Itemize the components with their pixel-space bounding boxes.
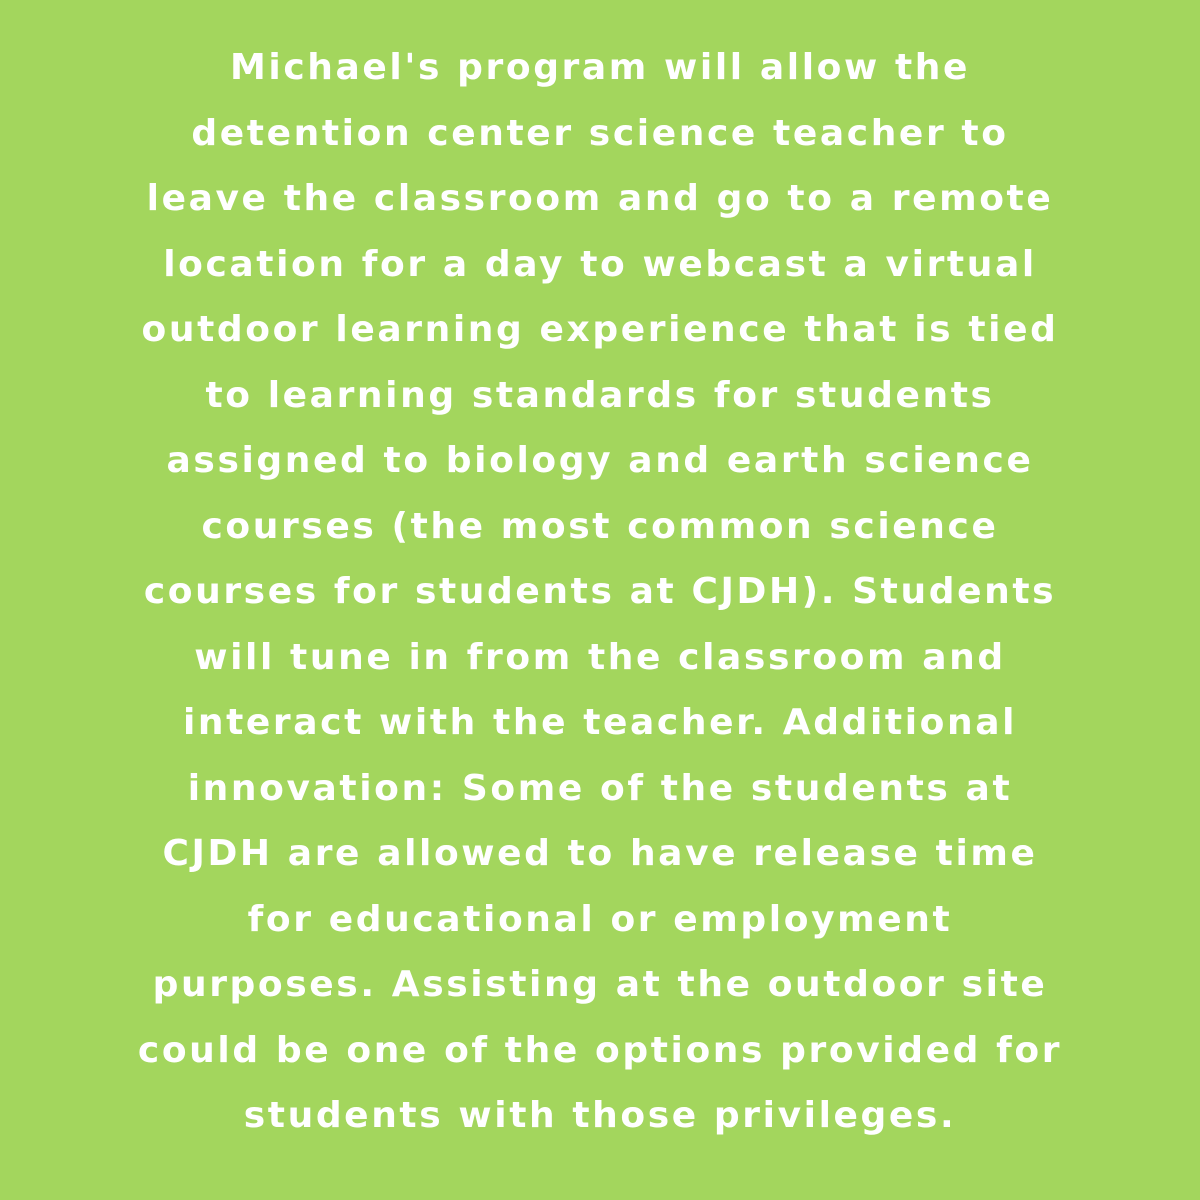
- paragraph-line: CJDH are allowed to have release time: [162, 833, 1038, 874]
- paragraph-line: assigned to biology and earth science: [166, 440, 1034, 481]
- paragraph-line: outdoor learning experience that is tied: [141, 309, 1059, 350]
- paragraph-line: courses (the most common science: [201, 505, 999, 547]
- paragraph-line: detention center science teacher to: [191, 112, 1009, 154]
- paragraph-line: students with those privileges.: [243, 1095, 957, 1136]
- paragraph-line: Michael's program will allow the: [229, 47, 971, 88]
- paragraph-line: purposes. Assisting at the outdoor site: [152, 964, 1048, 1005]
- paragraph-line: location for a day to webcast a virtual: [163, 243, 1037, 285]
- paragraph-line: interact with the teacher. Additional: [182, 702, 1018, 743]
- paragraph: [50, 35, 1150, 1149]
- paragraph-line: for educational or employment: [247, 898, 953, 940]
- paragraph-line: leave the classroom and go to a remote: [146, 178, 1054, 219]
- paragraph-line: courses for students at CJDH). Students: [143, 571, 1057, 612]
- paragraph-line: will tune in from the classroom and: [194, 636, 1006, 678]
- paragraph-line: to learning standards for students: [205, 374, 995, 416]
- paragraph-line: could be one of the options provided for: [137, 1029, 1063, 1071]
- paragraph-line: innovation: Some of the students at: [187, 767, 1013, 809]
